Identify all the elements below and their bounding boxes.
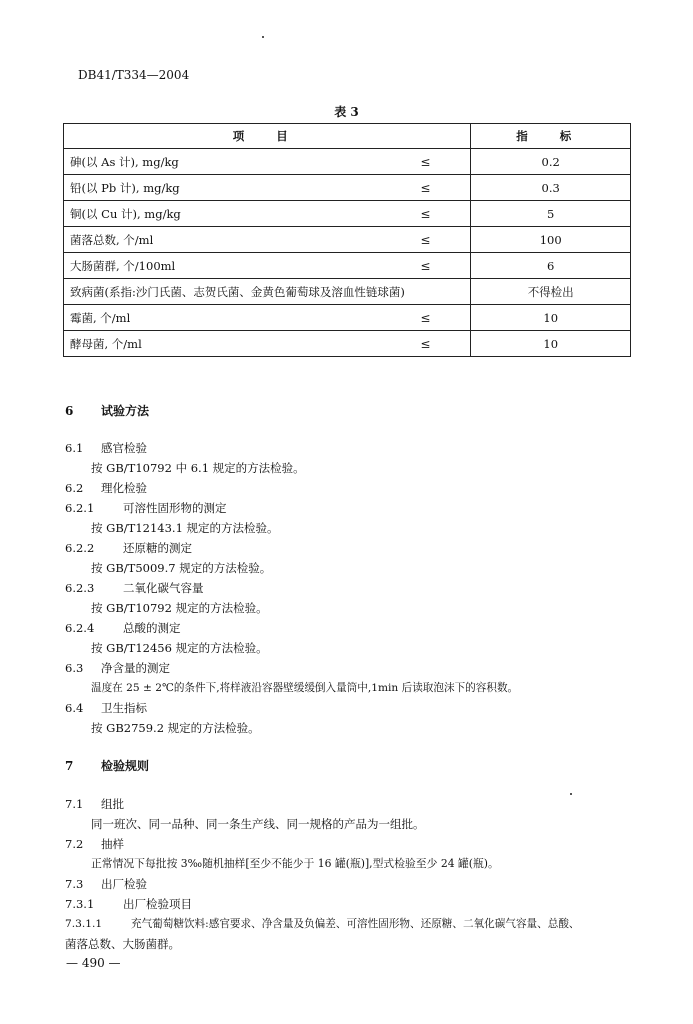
column-header-index: 指 标 xyxy=(471,124,631,149)
row-item-cell xyxy=(64,279,471,305)
section-6-1-heading: 6.1 感官检验 xyxy=(65,441,147,455)
section-6-2-4-body: 按 GB/T12456 规定的方法检验。 xyxy=(91,641,268,655)
section-7-2-heading: 7.2 抽样 xyxy=(65,837,124,851)
section-6-2-2-heading: 6.2.2 还原糖的测定 xyxy=(65,541,192,555)
less-equal-symbol: ≤ xyxy=(420,258,431,273)
table-row xyxy=(64,201,631,227)
section-7-3-heading: 7.3 出厂检验 xyxy=(65,877,147,891)
section-6-4-body: 按 GB2759.2 规定的方法检验。 xyxy=(91,721,260,735)
section-6-2-1-heading: 6.2.1 可溶性固形物的测定 xyxy=(65,501,227,515)
section-6-2-4-heading: 6.2.4 总酸的测定 xyxy=(65,621,181,635)
scan-speck xyxy=(570,793,572,795)
row-item-label: 铅(以 Pb 计), mg/kg xyxy=(70,180,180,195)
table-caption: 表 3 xyxy=(334,105,359,119)
less-equal-symbol: ≤ xyxy=(420,336,431,351)
row-value-cell: 10 xyxy=(471,305,631,331)
row-item-label: 大肠菌群, 个/100ml xyxy=(70,258,176,273)
section-7-heading: 7 检验规则 xyxy=(65,759,150,773)
row-item-label: 铜(以 Cu 计), mg/kg xyxy=(70,206,181,221)
row-value-cell: 不得检出 xyxy=(471,279,631,305)
table-row xyxy=(64,253,631,279)
table-row xyxy=(64,305,631,331)
table-row xyxy=(64,227,631,253)
row-value-cell: 0.2 xyxy=(471,149,631,175)
row-value-cell: 6 xyxy=(471,253,631,279)
section-6-4-heading: 6.4 卫生指标 xyxy=(65,701,147,715)
table-row xyxy=(64,331,631,357)
row-value-cell: 5 xyxy=(471,201,631,227)
section-7-3-1-1-line2: 菌落总数、大肠菌群。 xyxy=(65,937,180,951)
less-equal-symbol: ≤ xyxy=(420,232,431,247)
table-row xyxy=(64,175,631,201)
scan-speck xyxy=(262,36,264,38)
section-7-1-body: 同一班次、同一品种、同一条生产线、同一规格的产品为一组批。 xyxy=(91,817,425,831)
row-item-cell xyxy=(64,227,471,253)
row-value-cell: 0.3 xyxy=(471,175,631,201)
table-row xyxy=(64,279,631,305)
column-header-item: 项 目 xyxy=(64,124,471,149)
less-equal-symbol: ≤ xyxy=(420,310,431,325)
section-7-2-body: 正常情况下每批按 3‰随机抽样[至少不能少于 16 罐(瓶)],型式检验至少 24 罐(瓶)。 xyxy=(91,857,499,870)
section-7-3-1-heading: 7.3.1 出厂检验项目 xyxy=(65,897,192,911)
row-item-cell xyxy=(64,253,471,279)
less-equal-symbol: ≤ xyxy=(420,206,431,221)
section-6-2-1-body: 按 GB/T12143.1 规定的方法检验。 xyxy=(91,521,279,535)
page-number: — 490 — xyxy=(66,956,121,970)
row-value-cell: 100 xyxy=(471,227,631,253)
row-item-cell xyxy=(64,331,471,357)
section-6-2-3-body: 按 GB/T10792 规定的方法检验。 xyxy=(91,601,268,615)
indicator-table xyxy=(63,123,631,357)
row-item-label: 酵母菌, 个/ml xyxy=(70,336,142,351)
less-equal-symbol: ≤ xyxy=(420,154,431,169)
section-6-heading: 6 试验方法 xyxy=(65,404,150,418)
section-6-2-2-body: 按 GB/T5009.7 规定的方法检验。 xyxy=(91,561,272,575)
row-item-label: 砷(以 As 计), mg/kg xyxy=(70,154,179,169)
row-item-label: 霉菌, 个/ml xyxy=(70,310,131,325)
section-6-1-body: 按 GB/T10792 中 6.1 规定的方法检验。 xyxy=(91,461,305,475)
row-item-cell xyxy=(64,201,471,227)
row-value-cell: 10 xyxy=(471,331,631,357)
section-7-1-heading: 7.1 组批 xyxy=(65,797,124,811)
row-item-label: 菌落总数, 个/ml xyxy=(70,232,154,247)
section-6-2-heading: 6.2 理化检验 xyxy=(65,481,147,495)
table-header-row xyxy=(64,124,631,149)
row-item-label: 致病菌(系指:沙门氏菌、志贺氏菌、金黄色葡萄球及溶血性链球菌) xyxy=(70,284,405,299)
row-item-cell xyxy=(64,175,471,201)
section-6-3-heading: 6.3 净含量的测定 xyxy=(65,661,170,675)
section-6-2-3-heading: 6.2.3 二氧化碳气容量 xyxy=(65,581,204,595)
row-item-cell xyxy=(64,305,471,331)
section-6-3-body: 温度在 25 ± 2℃的条件下,将样液沿容器壁缓缓倒入量筒中,1min 后读取泡沫下的容积数。 xyxy=(91,682,519,694)
section-7-3-1-1-line1: 7.3.1.1 充气葡萄糖饮料:感官要求、净含量及负偏差、可溶性固形物、还原糖、二氧化碳气容量、总酸、 xyxy=(65,918,580,930)
row-item-cell xyxy=(64,149,471,175)
less-equal-symbol: ≤ xyxy=(420,180,431,195)
table-row xyxy=(64,149,631,175)
document-id: DB41/T334—2004 xyxy=(78,68,190,82)
